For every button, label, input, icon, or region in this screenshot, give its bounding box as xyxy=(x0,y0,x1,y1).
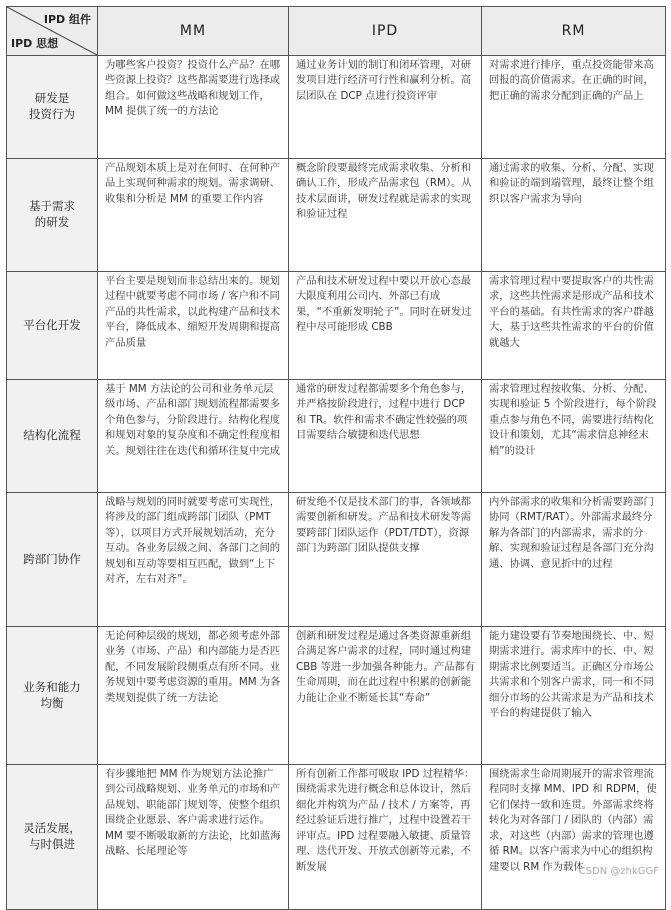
row-header: 业务和能力 均衡 xyxy=(7,627,98,765)
table-row xyxy=(7,159,666,272)
mm-cell: 平台主要是规划而非总结出来的。规划过程中就要考虑不同市场 / 客户和不同产品的共性需求，以此构建产品和技术平台，降低成本、缩短开发周期和提高产品质量 xyxy=(98,272,289,380)
ipd-comparison-table xyxy=(6,6,666,910)
table-row xyxy=(7,493,666,627)
row-header: 平台化开发 xyxy=(7,272,98,380)
ipd-cell: 创新和研发过程是通过各类资源重新组合满足客户需求的过程，同时通过构建 CBB 等进一步加强各种能力。产品都有生命周期，而在此过程中积累的创新能力能让企业不断延长其“寿命” xyxy=(289,627,482,765)
corner-label-component: IPD 组件 xyxy=(43,13,91,26)
table-row xyxy=(7,56,666,159)
corner-header xyxy=(7,7,98,56)
column-header-mm: MM xyxy=(98,7,289,56)
mm-cell: 产品规划本质上是对在何时、在何种产品上实现何种需求的规划。需求调研、收集和分析是 MM 的重要工作内容 xyxy=(98,159,289,272)
mm-cell: 无论何种层级的规划，都必须考虑外部业务（市场、产品）和内部能力是否匹配，不同发展阶段侧重点有所不同。业务规划中要考虑资源的重用。MM 为各类规划提供了统一方法论 xyxy=(98,627,289,765)
table-row xyxy=(7,765,666,910)
rm-cell: 需求管理过程中要提取客户的共性需求，这些共性需求是形成产品和技术平台的基础。有共性需求的客户群越大，基于这些共性需求的平台的价值就越大 xyxy=(482,272,666,380)
row-header: 灵活发展， 与时俱进 xyxy=(7,765,98,910)
watermark: CSDN @zhkGGF xyxy=(578,866,659,877)
column-header-rm: RM xyxy=(482,7,666,56)
column-header-ipd: IPD xyxy=(289,7,482,56)
rm-cell: 内外部需求的收集和分析需要跨部门协同（RMT/RAT）。外部需求最终分解为各部门的内部需求，需求的分解、实现和验证过程是各部门充分沟通、协调、意见折中的过程 xyxy=(482,493,666,627)
mm-cell: 有步骤地把 MM 作为规划方法论推广到公司战略规划、业务单元的市场和产品规划、职能部门规划等，使整个组织围绕企业愿景、客户需求进行运作。MM 要不断吸取新的方法论，比如蓝海战略、长尾理论等 xyxy=(98,765,289,910)
mm-cell: 战略与规划的同时就要考虑可实现性，将涉及的部门组成跨部门团队（PMT 等），以项目方式开展规划活动，充分互动。各业务层级之间、各部门之间的规划和互动等要相互匹配，做到“上下对齐，左右对齐”。 xyxy=(98,493,289,627)
rm-cell: 对需求进行排序，重点投资能带来高回报的高价值需求。在正确的时间，把正确的需求分配到正确的产品上 xyxy=(482,56,666,159)
corner-label-idea: IPD 思想 xyxy=(11,37,59,50)
row-header: 基于需求 的研发 xyxy=(7,159,98,272)
row-header: 跨部门协作 xyxy=(7,493,98,627)
rm-cell: 需求管理过程按收集、分析、分配、实现和验证 5 个阶段进行，每个阶段重点参与角色不同，需要进行结构化设计和策划，尤其“需求信息神经末梢”的设计 xyxy=(482,380,666,493)
table-row xyxy=(7,627,666,765)
row-header: 研发是 投资行为 xyxy=(7,56,98,159)
table-row xyxy=(7,380,666,493)
rm-cell: 围绕需求生命周期展开的需求管理流程同时支撑 MM、IPD 和 RDPM，使它们保持一致和连贯。外部需求终将转化为对各部门 / 团队的（内部）需求，对这些（内部）需求的管理也遵循 RM。以客户需求为中心的组织构建要以 RM 作为载体 xyxy=(482,765,666,910)
ipd-cell: 所有创新工作都可吸取 IPD 过程精华：围绕需求先进行概念和总体设计，然后细化并构筑为产品 / 技术 / 方案等，再经过验证后进行推广，过程中设置若干评审点。IPD 过程要融入敏捷、质量管理、迭代开发、开放式创新等元素，不断发展 xyxy=(289,765,482,910)
rm-cell: 能力建设要有节奏地围绕长、中、短期需求进行。需求库中的长、中、短期需求比例要适当。正确区分市场公共需求和个别客户需求，同一和不同细分市场的公共需求是为产品和技术平台的构建提供了输入 xyxy=(482,627,666,765)
ipd-cell: 研发绝不仅是技术部门的事，各领域都需要创新和研发。产品和技术研发等需要跨部门团队运作（PDT/TDT），资源部门为跨部门团队提供支撑 xyxy=(289,493,482,627)
ipd-cell: 概念阶段要最终完成需求收集、分析和确认工作，形成产品需求包（RM）。从技术层面讲，研发过程就是需求的实现和验证过程 xyxy=(289,159,482,272)
table-row xyxy=(7,272,666,380)
ipd-cell: 通过业务计划的制订和闭环管理，对研发项目进行经济可行性和赢利分析。高层团队在 DCP 点进行投资评审 xyxy=(289,56,482,159)
mm-cell: 基于 MM 方法论的公司和业务单元层级市场、产品和部门规划流程都需要多个角色参与，分阶段进行。结构化程度和规划对象的复杂度和不确定性程度相关。规划往往在迭代和循环往复中完成 xyxy=(98,380,289,493)
header-row xyxy=(7,7,666,56)
row-header: 结构化流程 xyxy=(7,380,98,493)
rm-cell: 通过需求的收集、分析、分配、实现和验证的端到端管理，最终让整个组织以客户需求为导向 xyxy=(482,159,666,272)
ipd-cell: 产品和技术研发过程中要以开放心态最大限度利用公司内、外部已有成果，“不重新发明轮子”。同时在研发过程中尽可能形成 CBB xyxy=(289,272,482,380)
ipd-cell: 通常的研发过程都需要多个角色参与，并严格按阶段进行，过程中进行 DCP 和 TR。软件和需求不确定性较强的项目需要结合敏捷和迭代思想 xyxy=(289,380,482,493)
mm-cell: 为哪些客户投资？投资什么产品？在哪些资源上投资？这些都需要进行选择或组合。如何做这些战略和规划工作，MM 提供了统一的方法论 xyxy=(98,56,289,159)
